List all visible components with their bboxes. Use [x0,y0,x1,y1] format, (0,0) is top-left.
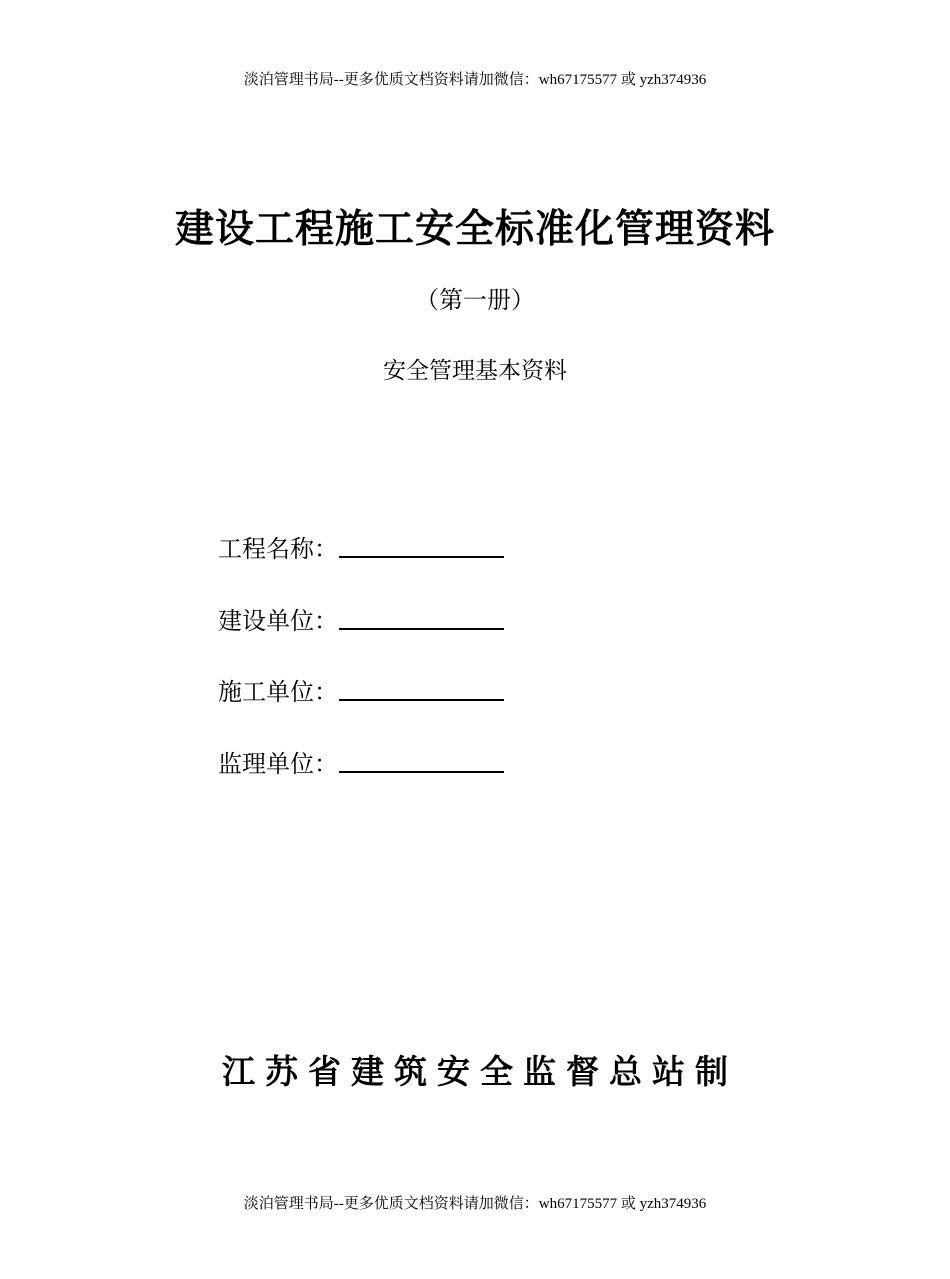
supervision-unit-label: 监理单位： [218,749,338,778]
form-row-project-name [218,528,638,564]
construction-unit-blank [339,628,504,630]
project-info-form [218,528,638,814]
document-title: 建设工程施工安全标准化管理资料 [174,206,775,252]
form-row-contractor-unit [218,671,638,707]
form-row-supervision-unit [218,743,638,779]
project-name-blank [339,556,504,558]
page-footer: 淡泊管理书局--更多优质文档资料请加微信：wh67175577 或 yzh374936 [243,1196,707,1212]
project-name-label: 工程名称： [218,535,338,563]
supervision-unit-blank [339,771,504,773]
construction-unit-label: 建设单位： [218,606,338,635]
page-header: 淡泊管理书局--更多优质文档资料请加微信：wh67175577 或 yzh374936 [243,72,707,88]
contractor-unit-label: 施工单位： [218,678,338,706]
volume-label: （第一册） [415,286,535,314]
contractor-unit-blank [339,699,504,701]
document-subtitle: 安全管理基本资料 [383,358,567,384]
issuer-statement: 江苏省建筑安全监督总站制 [222,1052,738,1091]
form-row-construction-unit [218,600,638,636]
